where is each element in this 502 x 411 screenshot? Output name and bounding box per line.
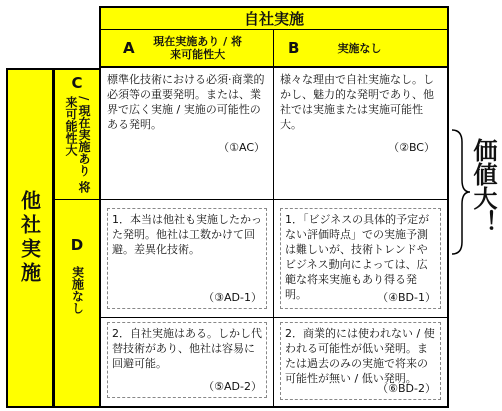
cell-ad1 — [99, 200, 274, 318]
row-c-header — [54, 68, 99, 200]
cell-bc — [274, 68, 449, 200]
row-c-label: / 現在実施あり 将来可能性大 — [64, 96, 91, 193]
cell-bd2-text: 2．商業的には使われない / 使われる可能性が低い発明。または過去のみの実施で将来の可能性が無い / 低い発明。 — [285, 327, 435, 385]
cell-ad1-ref: （③AD-1） — [203, 291, 262, 304]
column-b-header — [274, 30, 449, 68]
cell-ad2 — [99, 318, 274, 408]
cell-ad2-box — [107, 322, 267, 398]
cell-ad2-text: 2．自社実施はある。しかし代替技術があり、他社は容易に回避可能。 — [112, 327, 262, 370]
column-a-header — [99, 30, 274, 68]
other-company-title: 他社実施 — [17, 190, 42, 286]
cell-ad1-text: 1．本当は他社も実施したかった発明。他社は工数かけて回避。差異化技術。 — [112, 213, 262, 256]
row-d-letter: D — [70, 236, 84, 254]
cell-bc-ref: （②BC） — [388, 141, 435, 154]
column-b-letter: B — [288, 39, 300, 57]
column-a-letter: A — [123, 39, 135, 57]
cell-ad2-ref: （⑤AD-2） — [203, 380, 262, 393]
column-a-label: 現在実施あり / 将来可能性大 — [153, 35, 242, 61]
cell-bd1-box — [280, 208, 441, 309]
cell-bd1-ref: （④BD-1） — [377, 291, 436, 304]
cell-ad1-box — [107, 208, 267, 309]
column-b-label: 実施なし — [337, 41, 382, 55]
cell-bd2-box — [280, 322, 441, 400]
cell-ac — [99, 68, 274, 200]
own-implementation-header — [99, 6, 449, 30]
cell-ac-ref: （①AC） — [218, 141, 265, 154]
row-c-letter: C — [71, 74, 83, 92]
cell-ac-text: 標準化技術における必須·商業的必須等の重要発明。または、業界で広く実施 / 実施の可能性のある発明。 — [107, 73, 265, 131]
cell-bc-text: 様々な理由で自社実施なし。しかし、魅力的な発明であり、他社では実施または実施可能性大。 — [280, 73, 434, 131]
cell-bd1-text: 1．「ビジネスの具体的予定がない評価時点」での実施予測は難しいが、技術トレンドやビジネス動向によっては、広範な将来実施もあり得る発明。 — [285, 213, 430, 301]
cell-bd2-ref: （⑥BD-2） — [377, 382, 436, 395]
own-implementation-title: 自社実施 — [243, 10, 304, 28]
row-d-header — [54, 200, 99, 408]
cell-bd2 — [274, 318, 449, 408]
high-value-callout: 価値大！ — [469, 138, 497, 234]
other-company-header — [6, 68, 54, 408]
row-d-label: 実施なし — [70, 266, 85, 314]
cell-bd1 — [274, 200, 449, 318]
